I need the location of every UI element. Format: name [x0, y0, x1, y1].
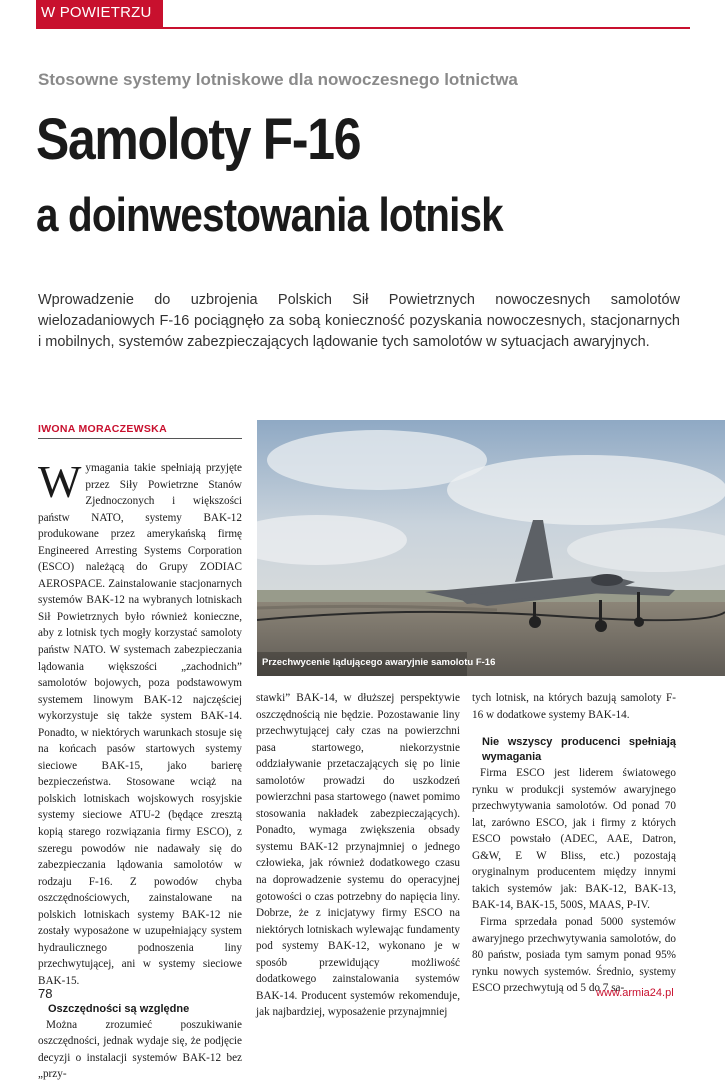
drop-cap: W: [38, 456, 82, 507]
paragraph: tych lotnisk, na których bazują samoloty F-16 w dodatkowe systemy BAK-14.: [472, 692, 676, 721]
text-column-2: [256, 690, 460, 1021]
text-column-1: [38, 456, 242, 1083]
section-heading: Nie wszyscy producenci spełniają wymagania: [482, 736, 676, 764]
article-lead: Wprowadzenie do uzbrojenia Polskich Sił Powietrznych nowoczesnych samolotów wielozadaniowych F-16 pociągnęło za sobą konieczność pozyskania nowoczesnych, stacjonarnych i mobilnych, systemów zabezpieczających lądowanie tych samolotów w sytuacjach awaryjnych.: [38, 292, 680, 350]
paragraph: Firma ESCO jest liderem światowego rynku w produkcji systemów awaryjnego przechwytywania samolotów. Od ponad 70 lat, zarówno ESCO, jak i firmy z których ESCO powstało (ADEC, AAE, Datron, G&W, E W Bliss, etc.) pozostają oryginalnym producentem między innymi takich systemów jak: BAK-12, BAK-13, BAK-14, BAK-15, 500S, MAAS, P-IV.: [472, 767, 676, 912]
paragraph: Firma sprzedała ponad 5000 systemów awaryjnego przechwytywania samolotów, do 80 państw, posiada tym samym ponad 95% rynku nowych systemów. Średnio, systemy ESCO przechwytują od 5 do 7 sa-: [472, 916, 676, 995]
page-number: 78: [38, 986, 53, 1001]
article-title-line1: Samoloty F-16: [36, 107, 361, 172]
section-rule: [36, 27, 690, 29]
paragraph: Można zrozumieć poszukiwanie oszczędności, jednak wydaje się, że podjęcie decyzji o instalacji systemów BAK-12 bez „przy-: [38, 1018, 242, 1081]
section-tag: W POWIETRZU: [36, 0, 163, 27]
website-link[interactable]: www.armia24.pl: [596, 987, 674, 999]
section-heading: Oszczędności są względne: [48, 1002, 190, 1015]
article-title-line2: a doinwestowania lotnisk: [36, 188, 503, 241]
text-column-3: [472, 690, 676, 997]
article-subtitle: Stosowne systemy lotniskowe dla nowoczesnego lotnictwa: [38, 70, 518, 89]
author-byline: IWONA MORACZEWSKA: [38, 423, 167, 435]
paragraph: ymagania takie spełniają przyjęte przez Siły Powietrzne Stanów Zjednoczonych i większości państw NATO, systemy BAK-12 produkowane przez amerykańską firmę Engineered Arresting Systems Corporation (ESCO) należącą do Grupy ZODIAC AEROSPACE. Zainstalowanie stacjonarnych systemów BAK-12 na wybranych lotniskach Sił Powietrznych było również konieczne, aby z lotnisk tych mogły korzystać samoloty państw NATO. W systemach zabezpieczania lądowania większości „zachodnich” samolotów bojowych, poza podstawowym systemem linowym BAK-12 najczęściej wykorzystuje się także system BAK-14. Ponadto, w niektórych warunkach stosuje się na końcach pasów startowych systemy sieciowe BAK-15, jako barierę bezpieczeństwa. Stosowane wciąż na polskich lotniskach wojskowych rosyjskie systemy sieciowe ATU-2 (będące zresztą kopią starego rozwiązania firmy ESCO), z szeregu powodów nie nadawały się do zabezpieczania lądowania samolotów w rodzaju F-16. Z powodów chyba oszczędnościowych, zainstalowane na polskich lotniskach systemy BAK-12 nie zostały wyposażone w uzupełniający system hydraulicznego podnoszenia liny przechwytującej, ani w systemy sieciowe BAK-15.: [38, 462, 242, 987]
f16-photo: [257, 420, 725, 676]
byline-rule: [38, 438, 242, 439]
photo-caption: Przechwycenie lądującego awaryjnie samolotu F-16: [262, 657, 496, 668]
paragraph: stawki” BAK-14, w dłuższej perspektywie oszczędnością nie będzie. Pozostawanie liny przechwytującej cały czas na powierzchni pasa startowego, niekorzystnie oddziaływanie przetaczających się po linie samolotów prowadzi do uszkodzeń powierzchni pasa startowego (nawet pomimo stosowania nakładek zabezpieczających). Ponadto, wymaga zwiększenia obsady systemu BAK-12 przynajmniej o jednego człowieka, jak również dodatkowego czasu na doprowadzenie systemu do operacyjnej gotowości o czas potrzebny do napięcia liny. Dobrze, że z inicjatywy firmy ESCO na niektórych lotniskach wylewając fundamenty pod systemy BAK-12, wykonano je w sposób przewidujący możliwość dodatkowego zainstalowania systemów BAK-14. Producent systemów rekomenduje, jak najbardziej, wyposażenie przynajmniej: [256, 692, 460, 1019]
